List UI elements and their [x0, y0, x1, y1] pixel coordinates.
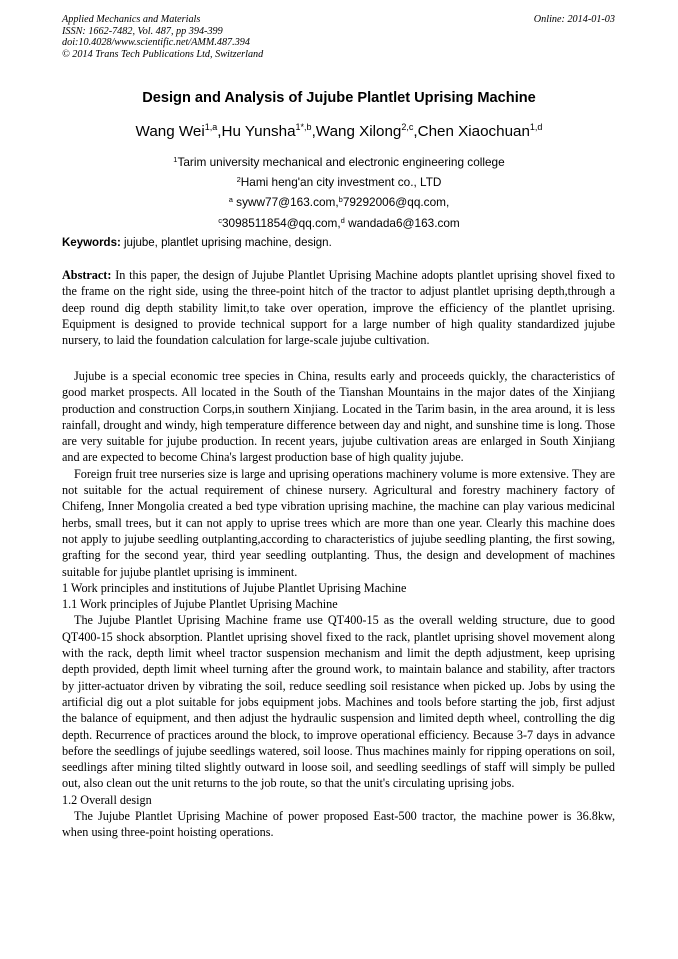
keywords-text: jujube, plantlet uprising machine, design. [120, 237, 332, 249]
subsection-heading: 1.2 Overall design [62, 792, 152, 807]
journal-name: Applied Mechanics and Materials [62, 14, 201, 25]
doi-line: doi:10.4028/www.scientific.net/AMM.487.394 [62, 37, 250, 49]
paragraph: Jujube is a special economic tree species in China, results early and proceeds quickly, the characteristics of good market prospects. All located in the South of the Tianshan Mountains in the major dates of the Xinjiang production and construction Corps,in southern Xinjiang. Located in the Tarim basin, in the area around, it is less rainfall, drought and windy, high temperature difference between day and night, and sunshine time is long. Those are very suitable for jujube production. In recent years, jujube cultivation areas are enlarged in South Xinjiang and are expected to become China's largest production base of high quality jujube. [62, 369, 615, 465]
affiliation-2: $^2$Hami heng'an city investment co., LTD [236, 175, 442, 190]
affiliation-1: $^1$Tarim university mechanical and electronic engineering college [173, 155, 505, 169]
paragraph: Foreign fruit tree nurseries size is large and uprising operations machinery volume is more extensive. They are not suitable for the actual requirement of chinese nursery. Agricultural and forestry machinery factory of Chifeng, Inner Mongolia created a bed type vibration uprising machine, the machine can play various medicinal herbs, small trees, but it can not apply to uprise trees which are more than one year. Clearly this machine does not apply to jujube seedling outplanting,according to characteristics of jujube seedling planting, the first sowing, grafting for the second year, third year seedling outplanting. Thus, the design and development of machines suitable for jujube plantlet uprising is imminent. [62, 466, 615, 579]
affiliations [0, 151, 678, 232]
keywords-label: Keywords: [62, 237, 121, 249]
author: Wang Wei$^{1,a}$, [135, 122, 222, 140]
author: Hu Yunsha$^{1*,b}$, [221, 122, 316, 140]
subsection-heading: 1.1 Work principles of Jujube Plantlet Uprising Machine [62, 597, 338, 612]
abstract [62, 267, 615, 348]
paragraph: The Jujube Plantlet Uprising Machine frame use QT400-15 as the overall welding structure, due to good QT400-15 shock absorption. Plantlet uprising shovel fixed to the rack, plantlet uprising shovel movement along with the rack, depth limit wheel tractor suspension mechanism and limit the depth adjustment, keep uprising depth provided, depth limit wheel turning after the ground work, to maintain balance and stability, after tractors by jitter-actuator driven by vibrating the soil, reduce seedling soil resistance when picked up. Jobs by using the artificial dig out a plot suitable for jobs equipment jobs. Machines and tools before starting the job, first adjust the balance of equipment, and then adjust the hydraulic suspension and limited depth wheel, controlling the dig depth. Recurrence of practices around the block, to improve operational efficiency. Because 3-7 days in advance before the seedlings of jujube seedlings watered, soil loose. Thus machines mainly for ripping operations on soil, seedlings after mining tilted slightly outward in loose soil, and seedling seedlings of staff will simply be pulled out, also clean out the unit returns to the job route, so that the unit's circulating uprising jobs. [62, 613, 615, 791]
issn-line: ISSN: 1662-7482, Vol. 487, pp 394-399 [62, 25, 223, 37]
paragraph: The Jujube Plantlet Uprising Machine of power proposed East-500 tractor, the machine power is 36.8kw, when using three-point hoisting operations. [62, 809, 615, 840]
paper-title: Design and Analysis of Jujube Plantlet Uprising Machine [142, 90, 536, 106]
email-line-2: $^c$3098511854@qq.com,$^d$ wandada6@163.com [218, 215, 460, 230]
abstract-label: Abstract: [62, 268, 112, 282]
copyright-line: © 2014 Trans Tech Publications Ltd, Switzerland [62, 48, 264, 60]
email-line-1: $^a$ syww77@163.com,$^b$79292006@qq.com, [228, 195, 450, 210]
author-list [0, 122, 678, 140]
keywords [62, 237, 618, 249]
author: Chen Xiaochuan$^{1,d}$ [417, 122, 543, 140]
section-heading: 1 Work principles and institutions of Jujube Plantlet Uprising Machine [62, 580, 407, 595]
journal-header [62, 14, 263, 60]
online-date: Online: 2014-01-03 [533, 14, 615, 25]
abstract-text: In this paper, the design of Jujube Plantlet Uprising Machine adopts plantlet uprising shovel fixed to the frame on the right side, using the three-point hitch of the tractor to adjust plantlet uprising depth,through a deep round dig depth stability limit,to take over operation, improve the efficiency of the plantlet uprising. Equipment is designed to provide technical support for a large number of high quality standardized jujube nursery, to laid the foundation calculation for large-scale jujube cultivation. [62, 268, 615, 348]
author: Wang Xilong$^{2,c}$, [315, 122, 418, 140]
main-body [62, 368, 615, 841]
